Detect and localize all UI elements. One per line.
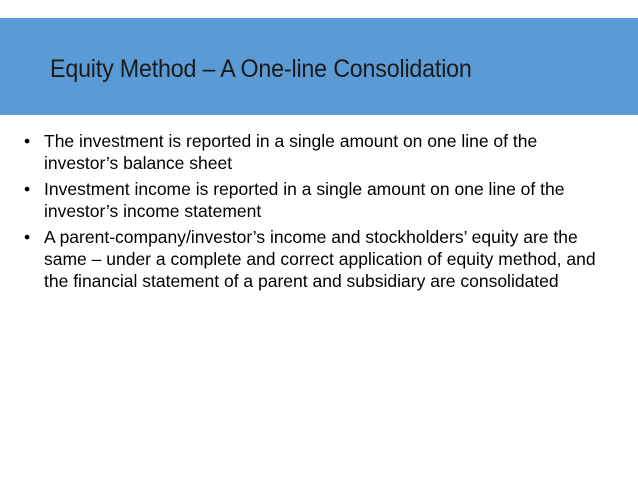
- bullet-text: Investment income is reported in a single amount on one line of the investor’s income statement: [44, 179, 565, 221]
- slide-title: Equity Method – A One-line Consolidation: [50, 55, 472, 83]
- bullet-item: [22, 226, 602, 292]
- bullet-marker: •: [24, 131, 31, 151]
- bullet-marker: •: [24, 179, 31, 199]
- bullet-item: [22, 130, 602, 174]
- bullet-marker: •: [24, 227, 31, 247]
- bullet-text: The investment is reported in a single amount on one line of the investor’s balance sheet: [44, 131, 538, 173]
- bullet-list: [22, 130, 602, 296]
- bullet-item: [22, 178, 602, 222]
- bullet-text: A parent-company/investor’s income and stockholders’ equity are the same – under a complete and correct application of equity method, and the financial statement of a parent and subsidiary are consolidated: [44, 227, 596, 291]
